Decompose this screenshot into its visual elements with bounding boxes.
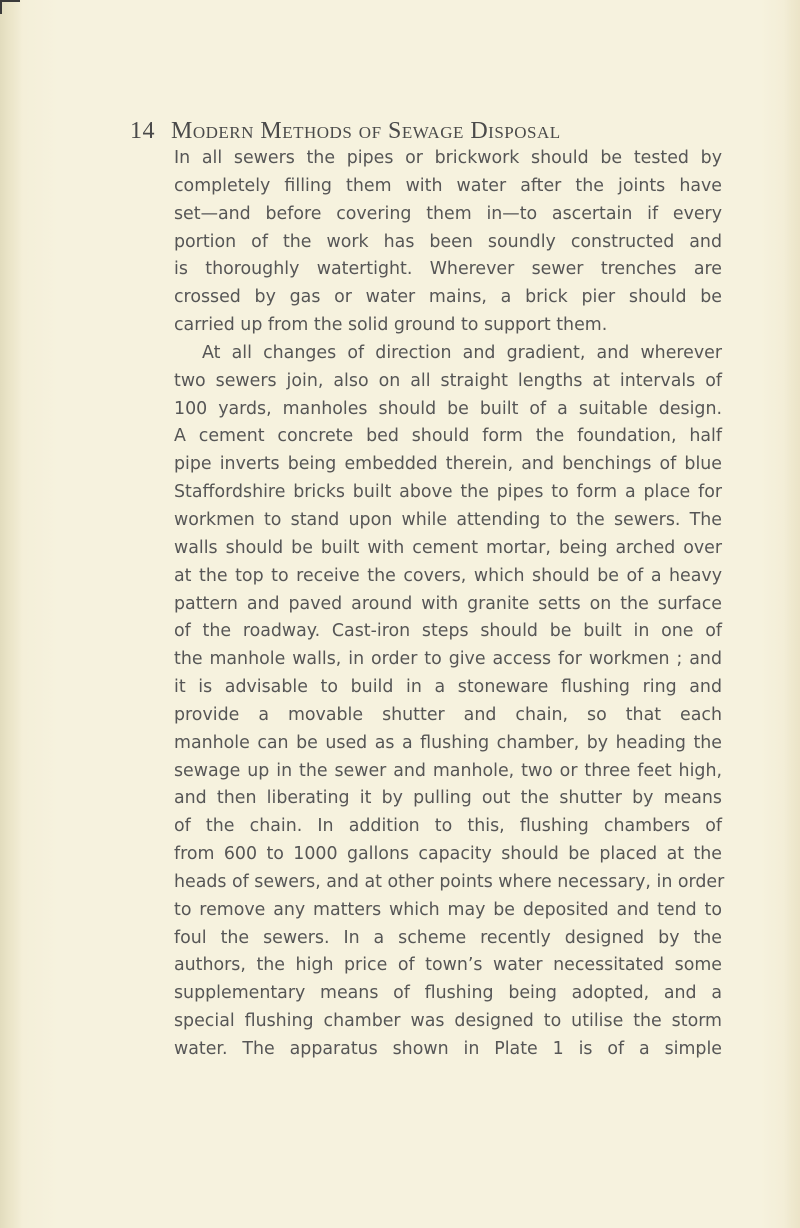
text-line: it is advisable to build in a stoneware flushing ring and — [174, 677, 722, 698]
text-line: 100 yards, manholes should be built of a suitable design. — [174, 398, 722, 419]
right-edge-shadow — [784, 0, 800, 1228]
text-line: to remove any matters which may be deposited and tend to — [174, 899, 722, 920]
text-line: In all sewers the pipes or brickwork should be tested by — [174, 148, 722, 168]
text-line: crossed by gas or water mains, a brick pier should be — [174, 287, 722, 308]
text-line: manhole can be used as a flushing chamber, by heading the — [174, 732, 722, 753]
text-line: water. The apparatus shown in Plate 1 is of a simple — [174, 1039, 722, 1059]
text-line: and then liberating it by pulling out the shutter by means — [174, 788, 722, 809]
text-line: completely filling them with water after the joints have — [174, 175, 722, 196]
text-line: of the roadway. Cast-iron steps should be built in one of — [174, 621, 722, 642]
page-number: 14 — [130, 118, 155, 144]
text-line: supplementary means of flushing being adopted, and a — [174, 983, 722, 1004]
text-line: pattern and paved around with granite setts on the surface — [174, 593, 722, 614]
text-line: pipe inverts being embedded therein, and benchings of blue — [174, 454, 722, 475]
text-line: from 600 to 1000 gallons capacity should be placed at the — [174, 844, 722, 865]
text-line: is thoroughly watertight. Wherever sewer trenches are — [174, 259, 722, 280]
crop-corner-mark — [0, 0, 20, 14]
text-line: authors, the high price of town’s water necessitated some — [174, 955, 722, 976]
text-line: at the top to receive the covers, which should be of a heavy — [174, 565, 722, 586]
text-line: portion of the work has been soundly constructed and — [174, 231, 722, 252]
text-line: provide a movable shutter and chain, so that each — [174, 704, 722, 725]
text-line: the manhole walls, in order to give access for workmen ; and — [174, 649, 722, 670]
text-line: sewage up in the sewer and manhole, two or three feet high, — [174, 760, 722, 781]
running-title: Modern Methods of Sewage Disposal — [171, 118, 561, 144]
text-line: Staffordshire bricks built above the pipes to form a place for — [174, 482, 722, 503]
text-line: set—and before covering them in—to ascertain if every — [174, 203, 722, 224]
text-line: two sewers join, also on all straight lengths at intervals of — [174, 370, 722, 391]
text-line: workmen to stand upon while attending to the sewers. The — [174, 509, 722, 530]
text-line: walls should be built with cement mortar, being arched over — [174, 537, 722, 558]
text-line: heads of sewers, and at other points where necessary, in order — [174, 871, 725, 892]
text-line: carried up from the solid ground to support them. — [174, 315, 608, 336]
body-text — [174, 145, 725, 1064]
running-head — [130, 116, 690, 146]
text-line: of the chain. In addition to this, flushing chambers of — [174, 816, 722, 837]
text-line: special flushing chamber was designed to utilise the storm — [174, 1011, 722, 1032]
left-gutter-shadow — [0, 0, 22, 1228]
text-line: foul the sewers. In a scheme recently designed by the — [174, 927, 722, 948]
text-line: At all changes of direction and gradient, and wherever — [202, 342, 722, 363]
text-line: A cement concrete bed should form the foundation, half — [174, 426, 722, 447]
